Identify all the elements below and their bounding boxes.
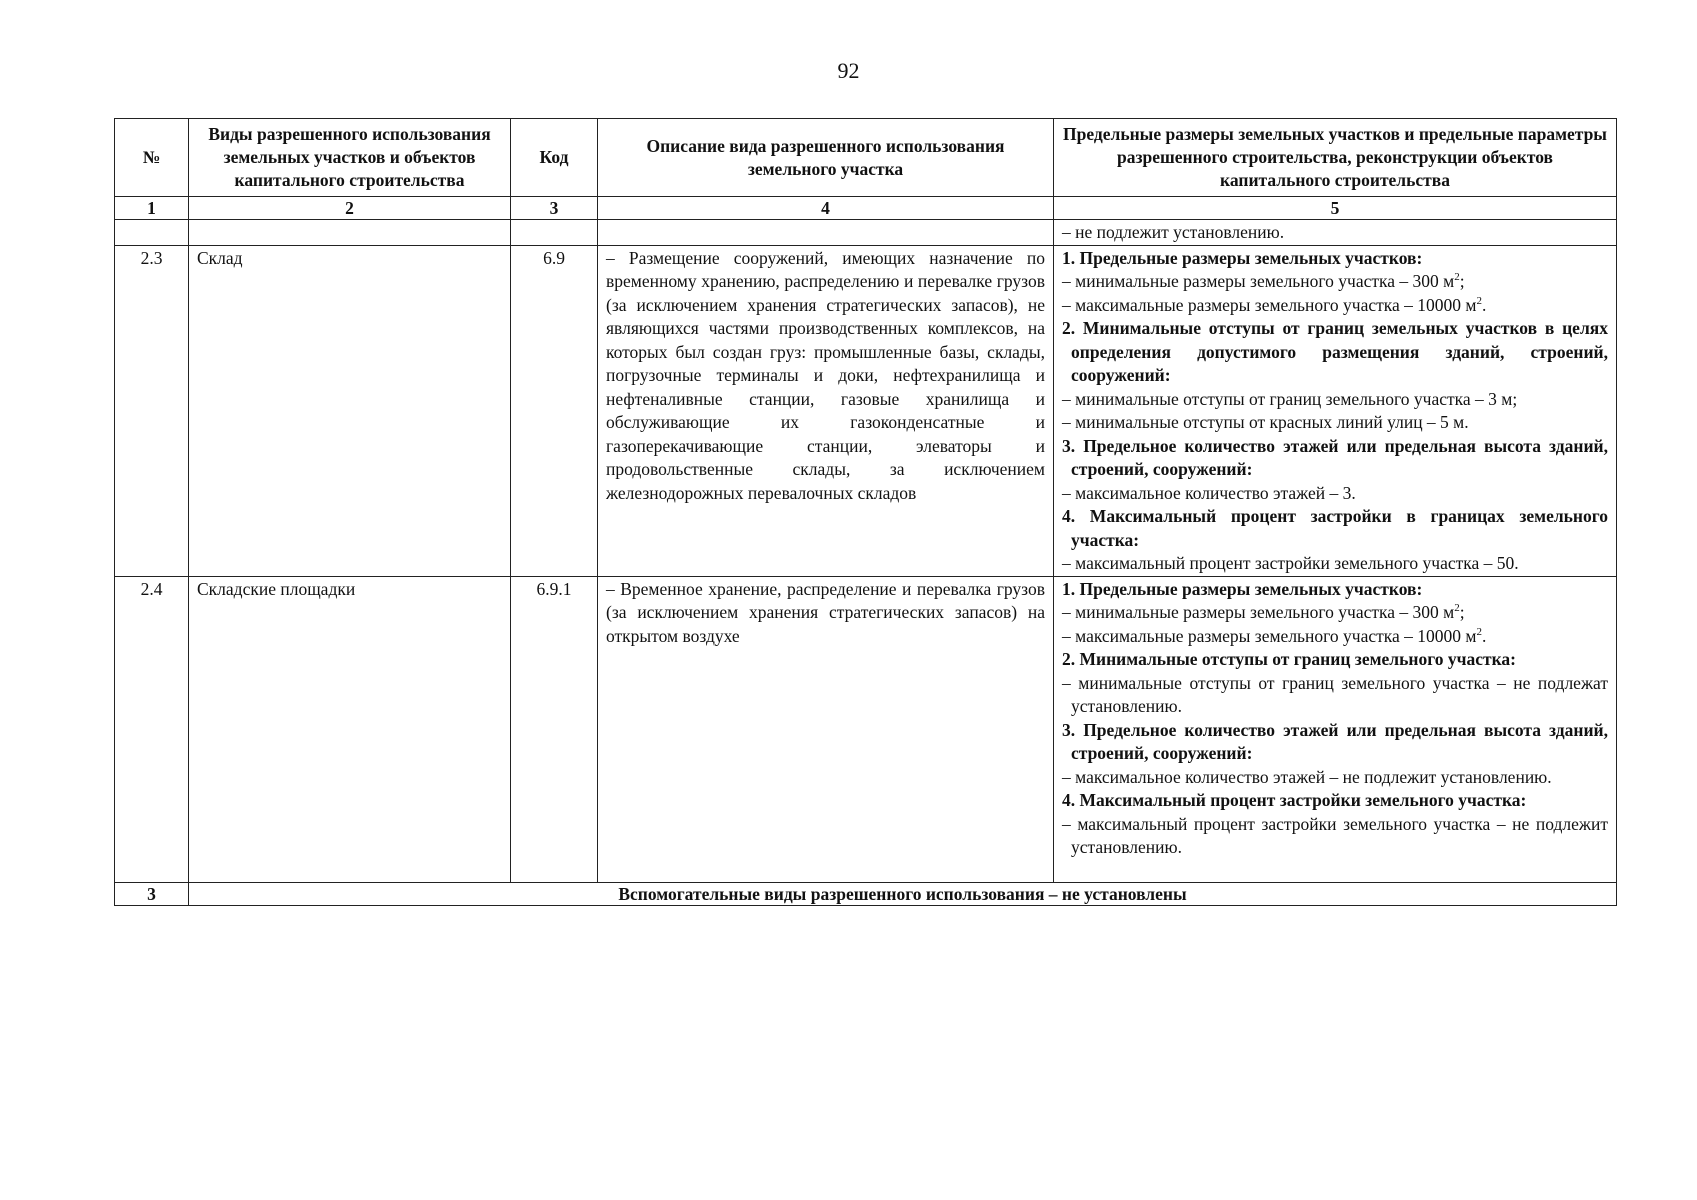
table-header-row: [115, 119, 1617, 197]
use-type-name: Склад: [189, 245, 511, 576]
column-number: 3: [511, 197, 598, 220]
column-numbers-row: [115, 197, 1617, 220]
table-row: [115, 576, 1617, 882]
header-number: №: [115, 119, 189, 197]
column-number: 5: [1054, 197, 1617, 220]
param-heading: 4. Максимальный процент застройки в границах земельного участка:: [1062, 506, 1608, 550]
table-row: [115, 245, 1617, 576]
param-item: – максимальный процент застройки земельного участка – 50.: [1062, 553, 1519, 573]
param-item: – максимальное количество этажей – не подлежит установлению.: [1062, 766, 1552, 787]
use-parameters: [1054, 245, 1617, 576]
param-heading: 2. Минимальные отступы от границ земельного участка:: [1062, 649, 1516, 669]
use-description: – Размещение сооружений, имеющих назначение по временному хранению, распределению и перевалке грузов (за исключением хранения стратегических запасов), не являющихся частями производственных комплексов, на которых был создан груз: промышленные базы, склады, погрузочные терминалы и доки, нефтехранилища и нефтеналивные станции, газовые хранилища и обслуживающие их газоконденсатные и газоперекачивающие станции, элеваторы и продовольственные склады, за исключением железнодорожных перевалочных складов: [598, 245, 1054, 576]
column-number: 4: [598, 197, 1054, 220]
param-item: – минимальные размеры земельного участка – 300 $м^2$;: [1062, 271, 1465, 291]
header-parameters: Предельные размеры земельных участков и предельные параметры разрешенного строительства, реконструкции объектов капитального строительства: [1054, 119, 1617, 197]
param-heading: 4. Максимальный процент застройки земельного участка:: [1062, 790, 1527, 810]
param-item: – минимальные отступы от границ земельного участка – 3 м;: [1062, 388, 1518, 409]
header-code: Код: [511, 119, 598, 197]
use-type-name: Складские площадки: [189, 576, 511, 882]
param-item: – максимальные размеры земельного участка – 10000 $м^2$.: [1062, 294, 1487, 315]
use-description: – Временное хранение, распределение и перевалка грузов (за исключением хранения стратегических запасов) на открытом воздухе: [598, 576, 1054, 882]
param-item: – минимальные отступы от красных линий улиц – 5 м.: [1062, 412, 1469, 432]
param-heading: 1. Предельные размеры земельных участков:: [1062, 578, 1423, 599]
param-item: – минимальные размеры земельного участка – 300 $м^2$;: [1062, 602, 1465, 622]
param-item: – максимальный процент застройки земельного участка – не подлежит установлению.: [1062, 813, 1608, 857]
page-number: 92: [837, 58, 860, 83]
column-number: 1: [115, 197, 189, 220]
continuation-row: [115, 220, 1617, 246]
param-item: – максимальные размеры земельного участка – 10000 $м^2$.: [1062, 625, 1487, 646]
param-heading: 2. Минимальные отступы от границ земельных участков в целях определения допустимого размещения зданий, строений, сооружений:: [1062, 318, 1608, 385]
param-heading: 1. Предельные размеры земельных участков:: [1062, 247, 1423, 268]
use-code: 6.9.1: [511, 576, 598, 882]
use-parameters: [1054, 576, 1617, 882]
param-item: – минимальные отступы от границ земельного участка – не подлежат установлению.: [1062, 672, 1608, 716]
auxiliary-uses-text: Вспомогательные виды разрешенного использования – не установлены: [189, 882, 1617, 905]
use-code: 6.9: [511, 245, 598, 576]
continuation-params: – не подлежит установлению.: [1054, 220, 1617, 246]
row-number: 2.4: [115, 576, 189, 882]
header-use-type: Виды разрешенного использования земельных участков и объектов капитального строительства: [189, 119, 511, 197]
column-number: 2: [189, 197, 511, 220]
header-description: Описание вида разрешенного использования земельного участка: [598, 119, 1054, 197]
param-heading: 3. Предельное количество этажей или предельная высота зданий, строений, сооружений:: [1062, 435, 1608, 479]
row-number: 3: [115, 882, 189, 905]
param-heading: 3. Предельное количество этажей или предельная высота зданий, строений, сооружений:: [1062, 719, 1608, 763]
param-item: – максимальное количество этажей – 3.: [1062, 482, 1356, 503]
row-number: 2.3: [115, 245, 189, 576]
land-use-table: [114, 118, 1617, 906]
auxiliary-uses-row: [115, 882, 1617, 905]
